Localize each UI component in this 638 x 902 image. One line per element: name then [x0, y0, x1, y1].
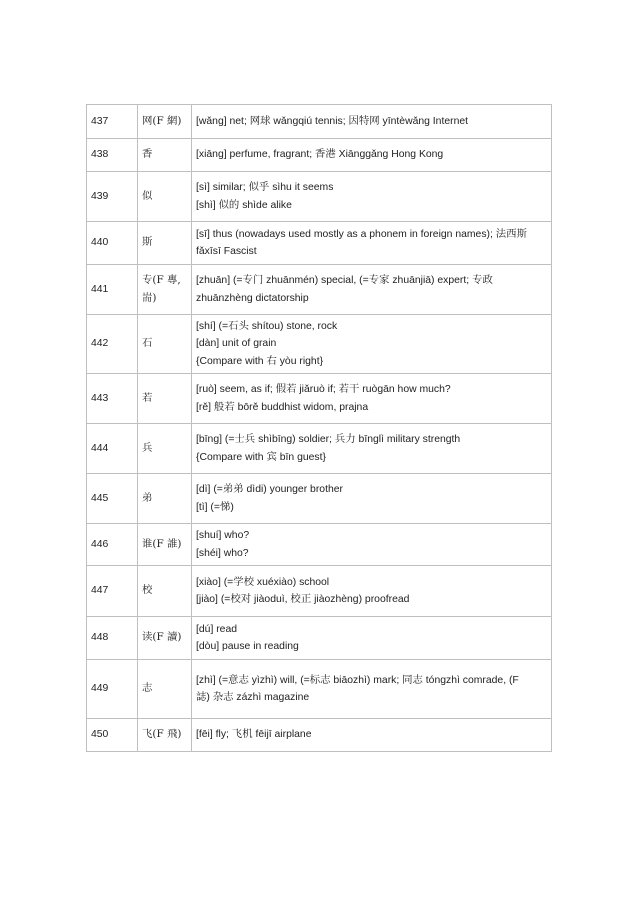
definition-line: [dì] (=弟弟 dìdi) younger brother	[196, 484, 343, 495]
entry-number: 440	[87, 222, 138, 265]
definition-line: {Compare with 宾 bīn guest}	[196, 451, 326, 463]
entry-character: 志	[138, 660, 192, 719]
entry-definition	[192, 265, 552, 315]
definition-line: [shì] 似的 shìde alike	[196, 199, 292, 211]
entry-character: 似	[138, 172, 192, 222]
entry-number: 446	[87, 524, 138, 566]
entry-definition	[192, 222, 552, 265]
entry-definition	[192, 139, 552, 172]
entry-number: 442	[87, 315, 138, 374]
table-row	[87, 719, 552, 752]
table-row	[87, 474, 552, 524]
entry-character: 校	[138, 566, 192, 617]
entry-definition	[192, 524, 552, 566]
definition-line: [tì] (=悌)	[196, 501, 234, 513]
entry-definition	[192, 424, 552, 474]
entry-character: 香	[138, 139, 192, 172]
entry-character: 弟	[138, 474, 192, 524]
table-row	[87, 374, 552, 424]
entry-definition	[192, 719, 552, 752]
entry-character: 石	[138, 315, 192, 374]
table-row	[87, 566, 552, 617]
table-row	[87, 315, 552, 374]
entry-character: 专(F 專, 耑)	[138, 265, 192, 315]
entry-number: 444	[87, 424, 138, 474]
entry-character: 网(F 網)	[138, 105, 192, 139]
entry-character: 谁(F 誰)	[138, 524, 192, 566]
definition-line: [wǎng] net; 网球 wǎngqiú tennis; 因特网 yīntèwǎng Internet	[196, 115, 469, 127]
definition-line: 誌) 杂志 zázhì magazine	[196, 692, 310, 703]
entry-number: 437	[87, 105, 138, 139]
dictionary-table	[86, 104, 552, 752]
definition-line: [zhì] (=意志 yìzhì) will, (=标志 biāozhì) mark; 同志 tóngzhì comrade, (F	[196, 674, 519, 686]
definition-line: [sì] similar; 似乎 sìhu it seems	[196, 182, 334, 193]
entry-character: 兵	[138, 424, 192, 474]
definition-line: {Compare with 右 yòu right}	[196, 355, 324, 367]
definition-line: [zhuān] (=专门 zhuānmén) special, (=专家 zhuānjiā) expert; 专政	[196, 275, 493, 286]
entry-definition	[192, 474, 552, 524]
definition-line: [jiào] (=校对 jiàoduì, 校正 jiàozhèng) proofread	[196, 594, 410, 605]
definition-line: [rě] 般若 bōrě buddhist widom, prajna	[196, 401, 369, 413]
definition-line: [xiào] (=学校 xuéxiào) school	[196, 576, 330, 588]
entry-number: 448	[87, 617, 138, 660]
table-row	[87, 139, 552, 172]
entry-character: 若	[138, 374, 192, 424]
definition-line: [sī] thus (nowadays used mostly as a phonem in foreign names); 法西斯	[196, 228, 527, 240]
entry-definition	[192, 617, 552, 660]
entry-number: 438	[87, 139, 138, 172]
definition-line: [shí] (=石头 shítou) stone, rock	[196, 320, 338, 332]
entry-character: 斯	[138, 222, 192, 265]
definition-line: [dú] read	[196, 623, 238, 635]
entry-definition	[192, 566, 552, 617]
definition-line: [shéi] who?	[196, 547, 249, 559]
table-row	[87, 660, 552, 719]
entry-definition	[192, 374, 552, 424]
definition-line: [bīng] (=士兵 shìbīng) soldier; 兵力 bīnglì military strength	[196, 434, 461, 445]
definition-line: [dàn] unit of grain	[196, 338, 277, 350]
definition-line: [fēi] fly; 飞机 fēijī airplane	[196, 729, 312, 741]
definition-line: fǎxīsī Fascist	[196, 246, 257, 257]
table-row	[87, 265, 552, 315]
table-row	[87, 105, 552, 139]
table-row	[87, 617, 552, 660]
entry-definition	[192, 172, 552, 222]
table-body	[87, 105, 552, 752]
entry-number: 443	[87, 374, 138, 424]
entry-definition	[192, 660, 552, 719]
definition-line: [xiāng] perfume, fragrant; 香港 Xiānggǎng Hong Kong	[196, 149, 444, 161]
entry-number: 441	[87, 265, 138, 315]
definition-line: [dòu] pause in reading	[196, 641, 299, 652]
entry-character: 飞(F 飛)	[138, 719, 192, 752]
entry-number: 439	[87, 172, 138, 222]
entry-definition	[192, 105, 552, 139]
definition-line: [shuí] who?	[196, 530, 250, 541]
entry-definition	[192, 315, 552, 374]
table-row	[87, 222, 552, 265]
entry-character: 读(F 讀)	[138, 617, 192, 660]
table-row	[87, 524, 552, 566]
entry-number: 449	[87, 660, 138, 719]
entry-number: 445	[87, 474, 138, 524]
definition-line: [ruò] seem, as if; 假若 jiǎruò if; 若干 ruògān how much?	[196, 384, 451, 395]
entry-number: 450	[87, 719, 138, 752]
definition-line: zhuānzhèng dictatorship	[196, 292, 309, 304]
table-row	[87, 172, 552, 222]
table-row	[87, 424, 552, 474]
entry-number: 447	[87, 566, 138, 617]
